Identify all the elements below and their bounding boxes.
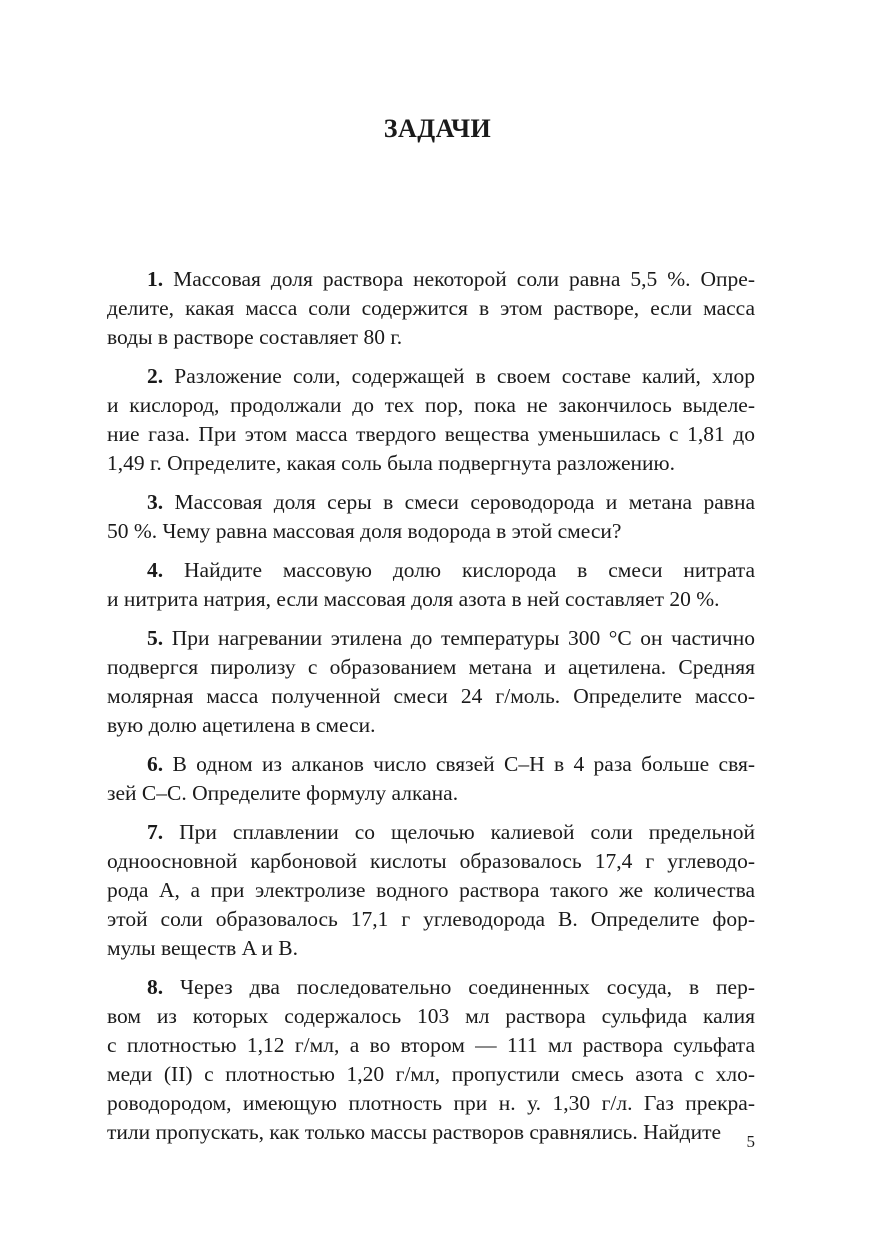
problem-text: роводородом, имеющую плотность при н. у. 1,30 г/л. Газ прекра-	[107, 1091, 755, 1115]
problem-line	[107, 488, 755, 517]
problem-line	[107, 934, 755, 963]
problem-text: воды в растворе составляет 80 г.	[107, 325, 403, 349]
problem-line	[107, 362, 755, 391]
problem-line	[107, 294, 755, 323]
problem-text: При сплавлении со щелочью калиевой соли предельной	[179, 820, 756, 844]
problem-number: 8.	[147, 975, 164, 999]
problem-text: зей С–С. Определите формулу алкана.	[107, 781, 459, 805]
problem-text: меди (II) с плотностью 1,20 г/мл, пропустили смесь азота с хло-	[107, 1062, 755, 1086]
problem-text: Через два последовательно соединенных сосуда, в пер-	[180, 975, 755, 999]
problem-4	[107, 556, 755, 614]
problem-number: 4.	[147, 558, 164, 582]
problem-line	[107, 682, 755, 711]
problem-text: Массовая доля серы в смеси сероводорода и метана равна	[174, 490, 755, 514]
problem-line	[107, 750, 755, 779]
problem-line	[107, 265, 755, 294]
problem-line	[107, 391, 755, 420]
problem-line	[107, 1060, 755, 1089]
problem-number: 3.	[147, 490, 164, 514]
problem-text: этой соли образовалось 17,1 г углеводорода B. Определите фор-	[107, 907, 755, 931]
problem-8	[107, 973, 755, 1147]
problem-line	[107, 653, 755, 682]
problem-text: Массовая доля раствора некоторой соли равна 5,5 %. Опре-	[173, 267, 756, 291]
problem-line	[107, 876, 755, 905]
problem-number: 6.	[147, 752, 164, 776]
problem-line	[107, 973, 755, 1002]
problem-text: тили пропускать, как только массы растворов сравнялись. Найдите	[107, 1120, 722, 1144]
problem-text: мулы веществ A и B.	[107, 936, 298, 960]
problem-text: 50 %. Чему равна массовая доля водорода в этой смеси?	[107, 519, 622, 543]
problem-line	[107, 624, 755, 653]
problem-7	[107, 818, 755, 963]
problem-list	[107, 265, 755, 1157]
problem-text: В одном из алканов число связей С–Н в 4 раза больше свя-	[172, 752, 756, 776]
problem-line	[107, 585, 755, 614]
problem-line	[107, 323, 755, 352]
problem-2	[107, 362, 755, 478]
problem-line	[107, 556, 755, 585]
problem-text: Разложение соли, содержащей в своем составе калий, хлор	[174, 364, 756, 388]
page-title: ЗАДАЧИ	[383, 114, 492, 143]
problem-number: 1.	[147, 267, 164, 291]
problem-line	[107, 517, 755, 546]
problem-6	[107, 750, 755, 808]
problem-text: одноосновной карбоновой кислоты образовалось 17,4 г углеводо-	[107, 849, 755, 873]
problem-number: 7.	[147, 820, 164, 844]
problem-line	[107, 1031, 755, 1060]
problem-line	[107, 420, 755, 449]
problem-3	[107, 488, 755, 546]
problem-text: подвергся пиролизу с образованием метана и ацетилена. Средняя	[107, 655, 755, 679]
problem-text: вую долю ацетилена в смеси.	[107, 713, 376, 737]
problem-line	[107, 779, 755, 808]
problem-text: и нитрита натрия, если массовая доля азота в ней составляет 20 %.	[107, 587, 720, 611]
problem-number: 5.	[147, 626, 164, 650]
problem-text: вом из которых содержалось 103 мл раствора сульфида калия	[107, 1004, 755, 1028]
problem-line	[107, 1089, 755, 1118]
problem-line	[107, 1002, 755, 1031]
problem-text: ние газа. При этом масса твердого вещества уменьшилась с 1,81 до	[107, 422, 755, 446]
problem-text: рода A, а при электролизе водного раствора такого же количества	[107, 878, 755, 902]
problem-line	[107, 905, 755, 934]
problem-text: При нагревании этилена до температуры 300 °С он частично	[171, 626, 755, 650]
problem-text: делите, какая масса соли содержится в этом растворе, если масса	[107, 296, 755, 320]
page-number: 5	[746, 1132, 755, 1151]
problem-line	[107, 1118, 755, 1147]
problem-text: Найдите массовую долю кислорода в смеси нитрата	[184, 558, 756, 582]
problem-1	[107, 265, 755, 352]
problem-number: 2.	[147, 364, 164, 388]
problem-5	[107, 624, 755, 740]
problem-line	[107, 711, 755, 740]
problem-text: молярная масса полученной смеси 24 г/моль. Определите массо-	[107, 684, 755, 708]
problem-text: с плотностью 1,12 г/мл, а во втором — 111 мл раствора сульфата	[107, 1033, 755, 1057]
problem-line	[107, 449, 755, 478]
problem-text: и кислород, продолжали до тех пор, пока не закончилось выделе-	[107, 393, 755, 417]
problem-line	[107, 818, 755, 847]
problem-line	[107, 847, 755, 876]
problem-text: 1,49 г. Определите, какая соль была подвергнута разложению.	[107, 451, 675, 475]
